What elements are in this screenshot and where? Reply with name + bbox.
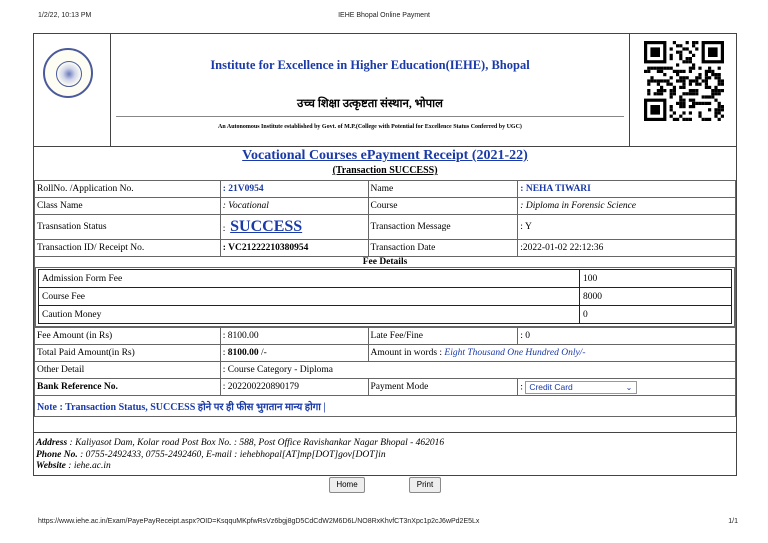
table-row <box>35 257 736 328</box>
total-paid-cell <box>220 345 368 362</box>
late-fee-value: : 0 <box>518 328 736 345</box>
website-value: : iehe.ac.in <box>65 461 111 471</box>
fee-details-table <box>38 269 732 324</box>
bank-ref-label: Bank Reference No. <box>35 379 221 396</box>
home-button[interactable]: Home <box>329 477 365 493</box>
payment-receipt <box>33 33 737 476</box>
institute-name: Institute for Excellence in Higher Education(IEHE), Bhopal <box>210 58 530 72</box>
receipt-title: Vocational Courses ePayment Receipt (2021-22) <box>242 148 528 163</box>
website-line <box>36 461 736 473</box>
receipt-title-block <box>34 146 736 181</box>
table-row <box>35 345 736 362</box>
phone-value: : 0755-2492433, 0755-2492460, E-mail : iehebhopal[AT]mp[DOT]gov[DOT]in <box>77 449 386 460</box>
txn-id-value: : VC21222210380954 <box>220 240 368 257</box>
print-page-number: 1/1 <box>728 518 738 525</box>
txn-date-label: Transaction Date <box>368 240 518 257</box>
fee-item-label: Course Fee <box>39 288 580 306</box>
table-row <box>35 181 736 198</box>
institute-seal-icon <box>43 48 93 98</box>
table-row <box>35 328 736 345</box>
fee-amount-label: Fee Amount (in Rs) <box>35 328 221 345</box>
print-datetime: 1/2/22, 10:13 PM <box>38 12 92 19</box>
total-paid-value: 8100.00 <box>227 348 259 358</box>
logo-cell <box>34 34 111 146</box>
payment-mode-label: Payment Mode <box>368 379 518 396</box>
payment-mode-select[interactable] <box>525 381 637 394</box>
class-value: : Vocational <box>220 198 368 215</box>
txn-id-label: Transaction ID/ Receipt No. <box>35 240 221 257</box>
fee-details-section <box>35 257 736 328</box>
address-label: Address <box>36 438 68 448</box>
message-value: : Y <box>518 215 736 240</box>
fee-details-title: Fee Details <box>362 257 408 267</box>
status-prefix: : <box>222 224 226 234</box>
website-label: Website <box>36 461 66 471</box>
print-page-title: IEHE Bhopal Online Payment <box>338 12 430 19</box>
fee-item-amount: 8000 <box>580 288 732 306</box>
table-row <box>39 306 732 324</box>
receipt-details-table <box>34 180 736 417</box>
total-paid-suffix: /- <box>261 348 267 358</box>
fee-item-label: Caution Money <box>39 306 580 324</box>
phone-label: Phone No. <box>36 449 78 460</box>
table-row <box>39 270 732 288</box>
amount-words-label: Amount in words : <box>370 348 443 358</box>
qr-cell <box>629 34 736 146</box>
total-paid-prefix: : <box>222 348 226 358</box>
institute-name-hindi: उच्च शिक्षा उत्कृष्टता संस्थान, भोपाल <box>297 98 443 110</box>
phone-line <box>36 450 736 462</box>
message-label: Transaction Message <box>368 215 518 240</box>
receipt-header <box>34 34 736 147</box>
status-success: SUCCESS <box>230 218 303 235</box>
payment-mode-cell <box>518 379 736 396</box>
table-row <box>35 362 736 379</box>
other-detail-label: Other Detail <box>35 362 221 379</box>
late-fee-label: Late Fee/Fine <box>368 328 518 345</box>
fee-amount-value: : 8100.00 <box>220 328 368 345</box>
table-row <box>35 379 736 396</box>
address-line <box>36 438 736 450</box>
name-value: : NEHA TIWARI <box>518 181 736 198</box>
contact-info <box>34 432 736 473</box>
fee-item-amount: 0 <box>580 306 732 324</box>
table-row <box>35 240 736 257</box>
address-value: : Kaliyasot Dam, Kolar road Post Box No. : 588, Post Office Ravishankar Nagar Bhopal - 462016 <box>67 438 445 448</box>
other-detail-value: : Course Category - Diploma <box>220 362 735 379</box>
transaction-status-line: (Transaction SUCCESS) <box>332 165 438 176</box>
payment-mode-value: Credit Card <box>529 381 573 392</box>
total-paid-label: Total Paid Amount(in Rs) <box>35 345 221 362</box>
institute-title-block <box>110 34 630 146</box>
print-button[interactable]: Print <box>409 477 441 493</box>
class-label: Class Name <box>35 198 221 215</box>
status-cell <box>220 215 368 240</box>
bank-ref-value: : 202200220890179 <box>220 379 368 396</box>
course-value: : Diploma in Forensic Science <box>518 198 736 215</box>
qr-code-icon <box>644 41 724 121</box>
chevron-down-icon: ⌄ <box>625 382 633 392</box>
table-row <box>35 198 736 215</box>
institute-subtitle: An Autonomous Institute established by Govt. of M.P.(College with Potential for Excellence Status Conferred by UGC) <box>218 124 522 130</box>
fee-item-label: Admission Form Fee <box>39 270 580 288</box>
table-row <box>35 215 736 240</box>
roll-value: : 21V0954 <box>220 181 368 198</box>
txn-date-value: :2022-01-02 22:12:36 <box>518 240 736 257</box>
fee-item-amount: 100 <box>580 270 732 288</box>
status-label: Trasnsation Status <box>35 215 221 240</box>
name-label: Name <box>368 181 518 198</box>
amount-words-value: Eight Thousand One Hundred Only/- <box>444 348 586 358</box>
table-row <box>35 396 736 417</box>
course-label: Course <box>368 198 518 215</box>
payment-mode-prefix: : <box>520 382 523 393</box>
print-url: https://www.iehe.ac.in/Exam/PayePayReceipt.aspx?OID=KsqquMKpfwRsVz6bgj8gD5CdCdW2M6D6L/NO8RxKhvfCT3nXpc1p2cJ6wPd2E5Lx <box>38 518 480 525</box>
amount-words-cell <box>368 345 735 362</box>
divider <box>116 116 624 117</box>
table-row <box>39 288 732 306</box>
success-note: Note : Transaction Status, SUCCESS होने पर ही फीस भुगतान मान्य होगा | <box>35 396 736 417</box>
fee-table-wrap <box>35 267 735 327</box>
roll-label: RollNo. /Application No. <box>35 181 221 198</box>
